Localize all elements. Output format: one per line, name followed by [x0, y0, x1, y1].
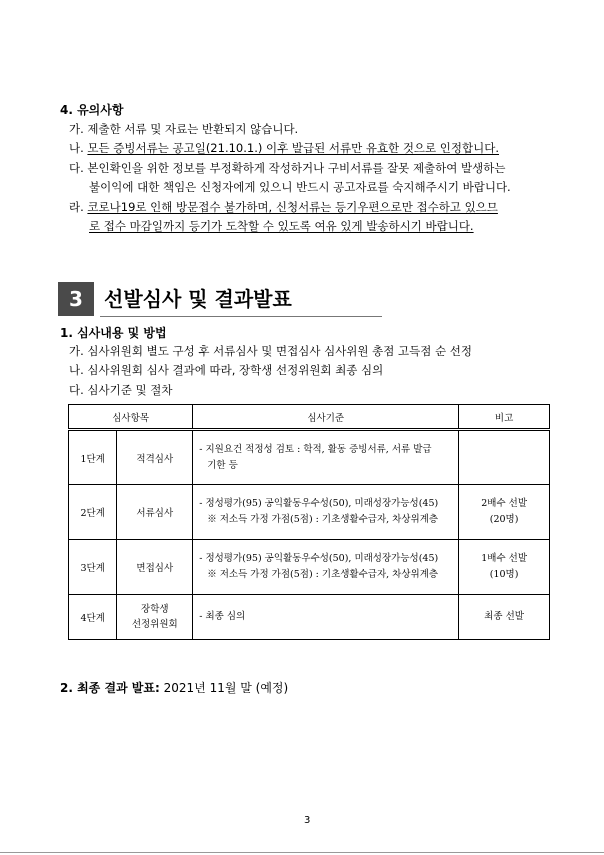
note-text-continued: 불이익에 대한 책임은 신청자에게 있으니 반드시 공고자료를 숙지해주시기 바랍니다.	[89, 180, 511, 194]
criteria-line: ※ 저소득 가정 가점(5점) : 기초생활수급자, 차상위계층	[207, 569, 439, 580]
item-cell: 장학생 선정위원회	[117, 595, 193, 640]
note-marker: 나.	[69, 141, 84, 155]
stage-cell: 1단계	[69, 430, 117, 485]
note-cell	[459, 430, 550, 485]
header-review-item: 심사항목	[69, 405, 193, 430]
note-line: 1배수 선발	[481, 553, 527, 564]
criteria-line: 기한 등	[207, 459, 238, 471]
page-bottom-border	[0, 852, 604, 853]
note-item-ra	[69, 199, 498, 215]
review-item-da	[69, 382, 173, 398]
table-row	[69, 485, 550, 540]
table-header-row	[69, 405, 550, 430]
note-cell	[459, 540, 550, 595]
note-text: 제출한 서류 및 자료는 반환되지 않습니다.	[87, 122, 299, 136]
item-cell: 적격심사	[117, 430, 193, 485]
note-text: 모든 증빙서류는 공고일(21.10.1.) 이후 발급된 서류만 유효한 것으로 인정합니다.	[87, 141, 500, 155]
review-item-na	[69, 362, 383, 378]
note-item-ga	[69, 121, 298, 137]
review-text: 심사기준 및 절차	[87, 383, 173, 397]
review-text: 심사위원회 별도 구성 후 서류심사 및 면접심사 심사위원 총점 고득점 순 선정	[87, 344, 473, 358]
notes-heading: 4. 유의사항	[60, 103, 124, 117]
criteria-line: ※ 저소득 가정 가점(5점) : 기초생활수급자, 차상위계층	[207, 514, 439, 525]
review-marker: 다.	[69, 383, 84, 397]
note-marker: 가.	[69, 122, 84, 136]
review-marker: 나.	[69, 363, 84, 377]
note-text: 코로나19로 인해 방문접수 불가하며, 신청서류는 등기우편으로만 접수하고 있으므	[87, 200, 498, 214]
page-number: 3	[304, 815, 311, 826]
table-row	[69, 430, 550, 485]
note-item-da	[69, 160, 505, 176]
section-title: 선발심사 및 결과발표	[104, 287, 292, 311]
review-marker: 가.	[69, 344, 84, 358]
header-remarks: 비고	[459, 405, 550, 430]
item-cell: 서류심사	[117, 485, 193, 540]
header-criteria: 심사기준	[193, 405, 459, 430]
note-cell	[459, 595, 550, 640]
review-text: 심사위원회 심사 결과에 따라, 장학생 선정위원회 최종 심의	[87, 363, 384, 377]
note-line: 최종 선발	[484, 611, 524, 622]
review-item-ga	[69, 343, 472, 359]
table-row	[69, 540, 550, 595]
criteria-cell	[193, 540, 459, 595]
section-number-badge: 3	[58, 282, 94, 316]
note-marker: 라.	[69, 200, 84, 214]
note-line: (20명)	[489, 514, 519, 525]
criteria-line: - 최종 심의	[199, 611, 246, 622]
note-marker: 다.	[69, 161, 84, 175]
criteria-cell	[193, 430, 459, 485]
stage-cell: 2단계	[69, 485, 117, 540]
stage-cell: 3단계	[69, 540, 117, 595]
note-item-na	[69, 140, 499, 156]
item-cell: 면접심사	[117, 540, 193, 595]
note-line: 2배수 선발	[481, 498, 527, 509]
criteria-line: - 정성평가(95) 공익활동우수성(50), 미래성장가능성(45)	[199, 553, 439, 564]
final-result-label: 2. 최종 결과 발표:	[60, 681, 160, 695]
criteria-line: - 지원요건 적정성 검토 : 학적, 활동 증빙서류, 서류 발급	[199, 443, 432, 455]
review-heading: 1. 심사내용 및 방법	[60, 326, 167, 340]
review-criteria-table	[68, 404, 550, 640]
note-text-continued: 로 접수 마감일까지 등기가 도착할 수 있도록 여유 있게 발송하시기 바랍니다.	[89, 219, 474, 233]
note-line: (10명)	[489, 569, 519, 580]
criteria-line: - 정성평가(95) 공익활동우수성(50), 미래성장가능성(45)	[199, 498, 439, 509]
note-text: 본인확인을 위한 정보를 부정확하게 작성하거나 구비서류를 잘못 제출하여 발생하는	[87, 161, 506, 175]
final-result-text: 2021년 11월 말 (예정)	[163, 681, 289, 695]
section-title-underline	[100, 316, 382, 317]
stage-cell: 4단계	[69, 595, 117, 640]
note-cell	[459, 485, 550, 540]
criteria-cell	[193, 485, 459, 540]
criteria-cell	[193, 595, 459, 640]
final-result	[60, 679, 288, 696]
table-row	[69, 595, 550, 640]
